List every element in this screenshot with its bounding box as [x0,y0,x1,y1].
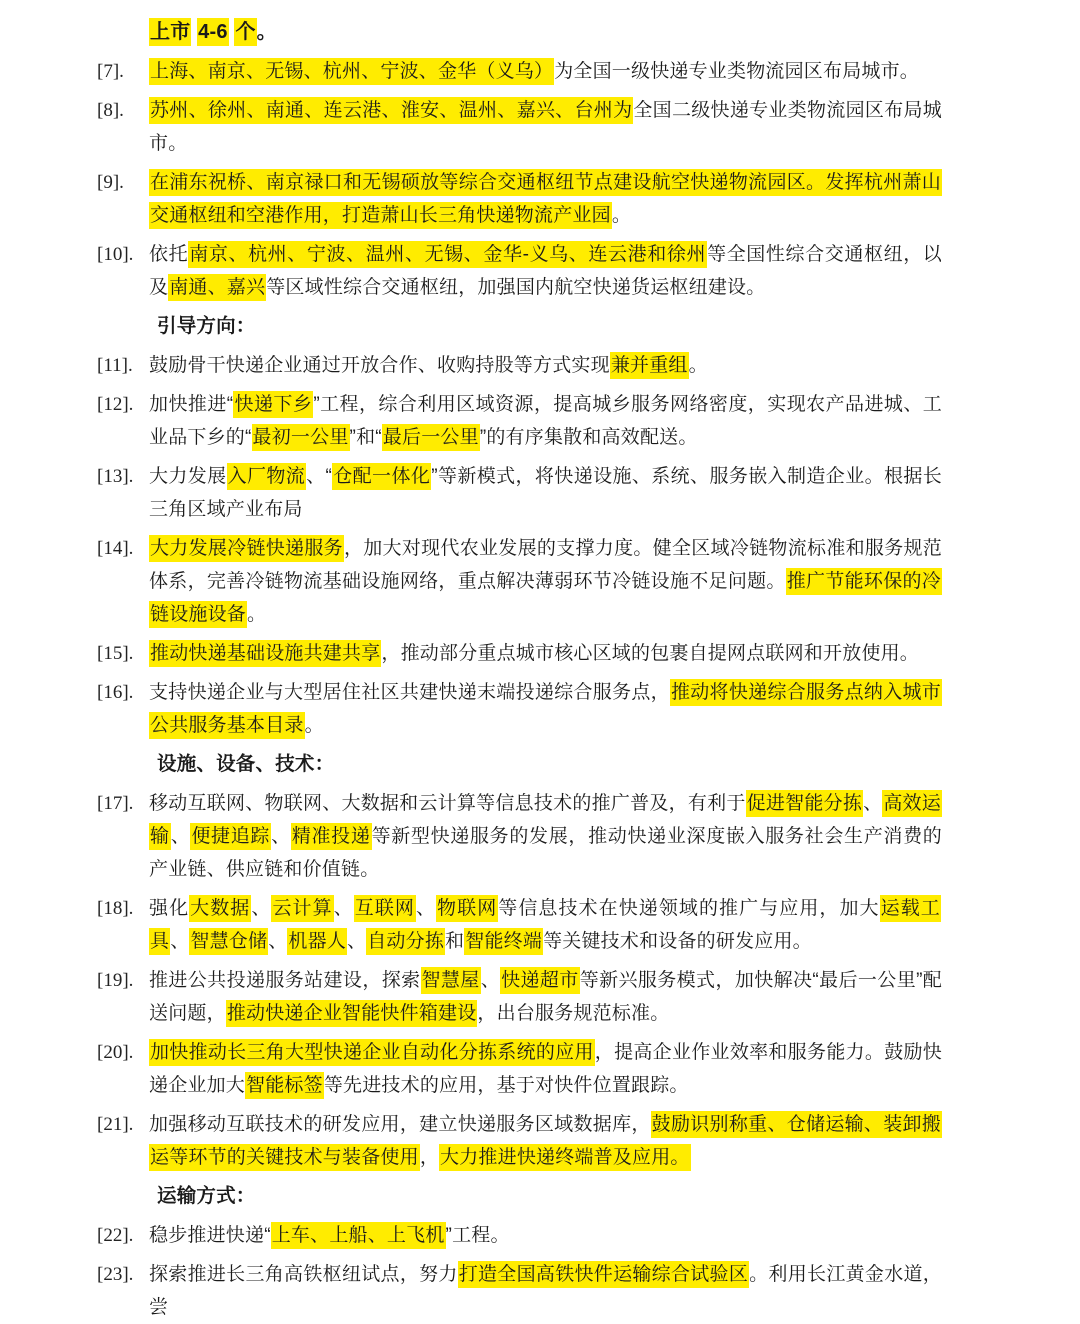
highlighted-segment: 智慧屋 [421,967,481,994]
text-segment: 等信息技术在快递领域的推广与应用，加大 [498,898,880,919]
text-segment: 等关键技术和设备的研发应用。 [543,931,812,952]
document-body [97,16,942,1324]
highlighted-segment: 便捷追踪 [190,823,271,850]
highlighted-segment: 入厂物流 [227,463,307,490]
intro-line [97,16,942,49]
item-text [149,1258,942,1324]
highlighted-segment: 推广节能环保的冷链设施设备 [149,568,942,628]
list-item [97,94,942,160]
highlighted-segment: 上市 [149,18,191,46]
highlighted-segment: 互联网 [354,895,416,922]
text-segment: 。 [247,604,267,625]
text-segment: 和 [445,931,465,952]
highlighted-segment: 快递超市 [500,967,580,994]
highlighted-segment: 促进智能分拣 [746,790,863,817]
item-marker: [7]. [97,61,124,82]
section-heading [97,748,942,781]
highlighted-segment: 仓配一体化 [332,463,431,490]
item-text [149,892,942,958]
text-segment: 、“ [306,466,333,487]
text-segment: 。 [256,21,277,43]
item-marker: [22]. [97,1225,134,1246]
item-marker: [10]. [97,244,134,265]
text-segment: 、 [480,970,501,991]
text-segment: 、 [170,826,191,847]
highlighted-segment: 智能标签 [245,1072,324,1099]
text-segment: 鼓励骨干快递企业通过开放合作、收购持股等方式实现 [149,355,610,376]
text-segment: 引导方向： [157,315,256,337]
text-segment: 为全国一级快递专业类物流园区布局城市。 [554,61,920,82]
section-heading [97,1180,942,1213]
text-segment: 探索推进长三角高铁枢纽试点，努力 [149,1264,458,1285]
list-item [97,238,942,304]
highlighted-segment: 智慧仓储 [189,928,268,955]
text-segment: ”工程。 [445,1225,510,1246]
highlighted-segment: 大力推进快递终端普及应用。 [439,1144,691,1171]
list-item [97,166,942,232]
highlighted-segment: 运载工具 [149,895,941,955]
list-item [97,892,942,958]
highlighted-segment: 南通、嘉兴 [168,274,266,301]
highlighted-segment: 上车、上船、上飞机 [271,1222,446,1249]
highlighted-segment: 打造全国高铁快件运输综合试验区 [458,1261,749,1288]
highlighted-segment: 南京、杭州、宁波、温州、无锡、金华-义乌、连云港和徐州 [188,241,707,268]
highlighted-segment: 机器人 [287,928,347,955]
item-text [149,16,942,49]
text-segment: 大力发展 [149,466,227,487]
text-segment: 运输方式： [157,1185,256,1207]
item-marker: [16]. [97,682,134,703]
text-segment: 等先进技术的应用，基于对快件位置跟踪。 [323,1075,689,1096]
highlighted-segment: 大数据 [189,895,251,922]
text-segment: ”的有序集散和高效配送。 [479,427,698,448]
item-marker: [23]. [97,1264,134,1285]
highlighted-segment: 推动将快递综合服务点纳入城市公共服务基本目录 [149,679,942,739]
list-item [97,349,942,382]
highlighted-segment: 加快推动长三角大型快递企业自动化分拣系统的应用 [149,1039,595,1066]
item-marker: [19]. [97,970,134,991]
text-segment: 移动互联网、物联网、大数据和云计算等信息技术的推广普及，有利于 [149,793,746,814]
list-item [97,55,942,88]
text-segment: 依托 [149,244,189,265]
text-segment: 、 [271,826,291,847]
highlighted-segment: 自动分拣 [366,928,445,955]
item-marker: [15]. [97,643,134,664]
highlighted-segment: 精准投递 [291,823,372,850]
text-segment: 推进公共投递服务站建设，探索 [149,970,421,991]
text-segment: 强化 [149,898,190,919]
highlighted-segment: 推动快递企业智能快件箱建设 [226,1000,478,1027]
item-text [149,55,942,88]
item-text [149,1219,942,1252]
text-segment: ”和“ [349,427,382,448]
highlighted-segment: 上海、南京、无锡、杭州、宁波、金华（义乌） [149,58,554,85]
text-segment: 、 [347,931,367,952]
item-marker: [17]. [97,793,134,814]
text-segment: 、 [415,898,437,919]
highlighted-segment: 大力发展冷链快递服务 [149,535,344,562]
item-text [149,1180,942,1213]
highlighted-segment: 智能终端 [464,928,543,955]
highlighted-segment: 在浦东祝桥、南京禄口和无锡硕放等综合交通枢纽节点建设航空快递物流园区。发挥杭州萧山交通枢纽和空港作用，打造萧山长三角快递物流产业园 [149,169,942,229]
item-text [149,964,942,1030]
text-segment: 等全国性综合交通枢纽，以及 [149,244,943,298]
item-marker: [11]. [97,355,133,376]
item-text [149,310,942,343]
highlighted-segment: 最初一公里 [252,424,350,451]
item-text [149,1108,942,1174]
text-segment: 。 [611,205,632,226]
list-item [97,460,942,526]
text-segment: 稳步推进快递“ [149,1225,271,1246]
item-text [149,637,942,670]
text-segment: ，提高企业作业效率和服务能力。鼓励快递企业加大 [149,1042,942,1096]
text-segment: 、 [251,898,272,919]
text-segment: 等新型快递服务的发展，推动快递业深度嵌入服务社会生产消费的产业链、供应链和价值链。 [149,826,942,880]
highlighted-segment: 兼并重组 [610,352,689,379]
item-marker: [14]. [97,538,134,559]
text-segment: ，推动部分重点城市核心区域的包裹自提网点联网和开放使用。 [381,643,920,664]
item-marker: [20]. [97,1042,134,1063]
item-text [149,532,942,631]
text-segment: 、 [170,931,190,952]
item-marker: [21]. [97,1114,134,1135]
text-segment: 、 [268,931,288,952]
list-item [97,1036,942,1102]
item-text [149,676,942,742]
highlighted-segment: 鼓励识别称重、仓储运输、装卸搬运等环节的关键技术与装备使用 [149,1111,942,1171]
list-item [97,1108,942,1174]
text-segment: 、 [863,793,883,814]
highlighted-segment: 4-6 [197,18,229,46]
item-text [149,349,942,382]
text-segment: 等新兴服务模式，加快解决“最后一公里”配送问题， [149,970,943,1024]
item-text [149,460,942,526]
item-text [149,166,942,232]
list-item [97,964,942,1030]
text-segment: ”等新模式，将快递设施、系统、服务嵌入制造企业。根据长三角区域产业布局 [149,466,942,520]
text-segment: 。 [688,355,708,376]
item-marker: [8]. [97,100,124,121]
highlighted-segment: 推动快递基础设施共建共享 [149,640,381,667]
item-marker: [13]. [97,466,134,487]
text-segment: 加快推进“ [149,394,234,415]
text-segment: ”工程，综合利用区域资源，提高城乡服务网络密度，实现农产品进城、工业品下乡的“ [149,394,942,448]
highlighted-segment: 最后一公里 [382,424,480,451]
text-segment: 支持快递企业与大型居住社区共建快递末端投递综合服务点， [149,682,670,703]
item-text [149,1036,942,1102]
item-marker: [18]. [97,898,134,919]
list-item [97,532,942,631]
text-segment: 、 [333,898,354,919]
text-segment: ，加大对现代农业发展的支撑力度。健全区域冷链物流标准和服务规范体系，完善冷链物流基础设施网络，重点解决薄弱环节冷链设施不足问题。 [149,538,942,592]
item-text [149,238,942,304]
item-marker: [12]. [97,394,134,415]
highlighted-segment: 个 [234,18,256,46]
section-heading [97,310,942,343]
highlighted-segment: 物联网 [436,895,498,922]
item-text [149,787,942,886]
text-segment: ，出台服务规范标准。 [477,1003,670,1024]
text-segment: ， [419,1147,440,1168]
item-text [149,388,942,454]
text-segment: 加强移动互联技术的研发应用，建立快递服务区域数据库， [149,1114,651,1135]
list-item [97,1219,942,1252]
list-item [97,388,942,454]
highlighted-segment: 高效运输 [149,790,942,850]
text-segment: 。利用长江黄金水道，尝 [149,1264,942,1318]
text-segment: 。 [304,715,324,736]
text-segment: 设施、设备、技术： [157,753,335,775]
highlighted-segment: 苏州、徐州、南通、连云港、淮安、温州、嘉兴、台州为 [149,97,633,124]
list-item [97,676,942,742]
list-item [97,637,942,670]
item-marker: [9]. [97,172,124,193]
list-item [97,1258,942,1324]
text-segment: 全国二级快递专业类物流园区布局城市。 [149,100,942,154]
item-text [149,748,942,781]
list-item [97,787,942,886]
text-segment: 等区域性综合交通枢纽，加强国内航空快递货运枢纽建设。 [266,277,766,298]
highlighted-segment: 云计算 [271,895,333,922]
highlighted-segment: 快递下乡 [233,391,313,418]
item-text [149,94,942,160]
